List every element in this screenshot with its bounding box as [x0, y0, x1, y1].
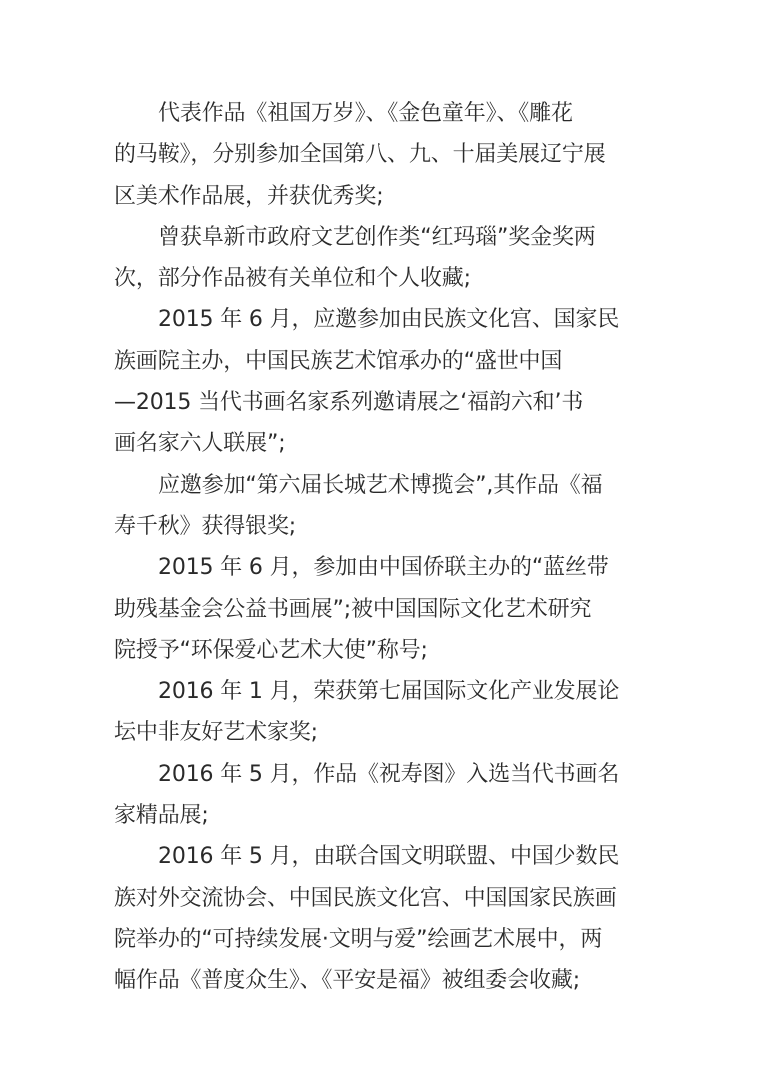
- text-line: 2015 年 6 月，参加由中国侨联主办的“蓝丝带: [158, 555, 609, 581]
- paragraph-great-wall-expo: [114, 465, 650, 548]
- text-line: 幅作品《普度众生》、《平安是福》被组委会收藏;: [114, 968, 580, 994]
- document-body: [114, 93, 650, 1002]
- text-line: 院授予“环保爱心艺术大使”称号;: [114, 637, 428, 663]
- text-line: 画名家六人联展”;: [114, 431, 286, 457]
- text-line: 的马鞍》，分别参加全国第八、九、十届美展辽宁展: [114, 142, 606, 168]
- text-line: 次，部分作品被有关单位和个人收藏;: [114, 266, 471, 292]
- text-line: —2015 当代书画名家系列邀请展之‘福韵六和’书: [114, 390, 584, 416]
- text-line: 区美术作品展，并获优秀奖;: [114, 183, 384, 209]
- text-line: 家精品展;: [114, 803, 209, 829]
- text-line: 2016 年 5 月，由联合国文明联盟、中国少数民: [158, 844, 620, 870]
- text-line: 曾获阜新市政府文艺创作类“红玛瑙”奖金奖两: [158, 224, 596, 250]
- text-line: 助残基金会公益书画展”;被中国国际文化艺术研究: [114, 596, 592, 622]
- text-line: 院举办的“可持续发展·文明与爱”绘画艺术展中，两: [114, 926, 603, 952]
- paragraph-2015-june-exhibition: [114, 299, 650, 464]
- text-line: 2016 年 5 月，作品《祝寿图》入选当代书画名: [158, 761, 620, 787]
- text-line: 代表作品《祖国万岁》、《金色童年》、《雕花: [158, 101, 573, 126]
- paragraph-representative-works: [114, 93, 650, 217]
- text-line: 应邀参加“第六届长城艺术博揽会”,其作品《福: [158, 472, 603, 498]
- paragraph-blue-ribbon-exhibition: [114, 547, 650, 671]
- paragraph-2016-may-collection: [114, 836, 650, 1001]
- text-line: 坛中非友好艺术家奖;: [114, 720, 318, 746]
- paragraph-red-agate-award: [114, 217, 650, 300]
- text-line: 2016 年 1 月，荣获第七届国际文化产业发展论: [158, 679, 620, 705]
- text-line: 寿千秋》获得银奖;: [114, 513, 297, 539]
- text-line: 族画院主办，中国民族艺术馆承办的“盛世中国: [114, 348, 563, 374]
- paragraph-2016-may-selection: [114, 754, 650, 837]
- text-line: 族对外交流协会、中国民族文化宫、中国国家民族画: [114, 885, 617, 911]
- text-line: 2015 年 6 月，应邀参加由民族文化宫、国家民: [158, 307, 620, 333]
- paragraph-2016-january-award: [114, 671, 650, 754]
